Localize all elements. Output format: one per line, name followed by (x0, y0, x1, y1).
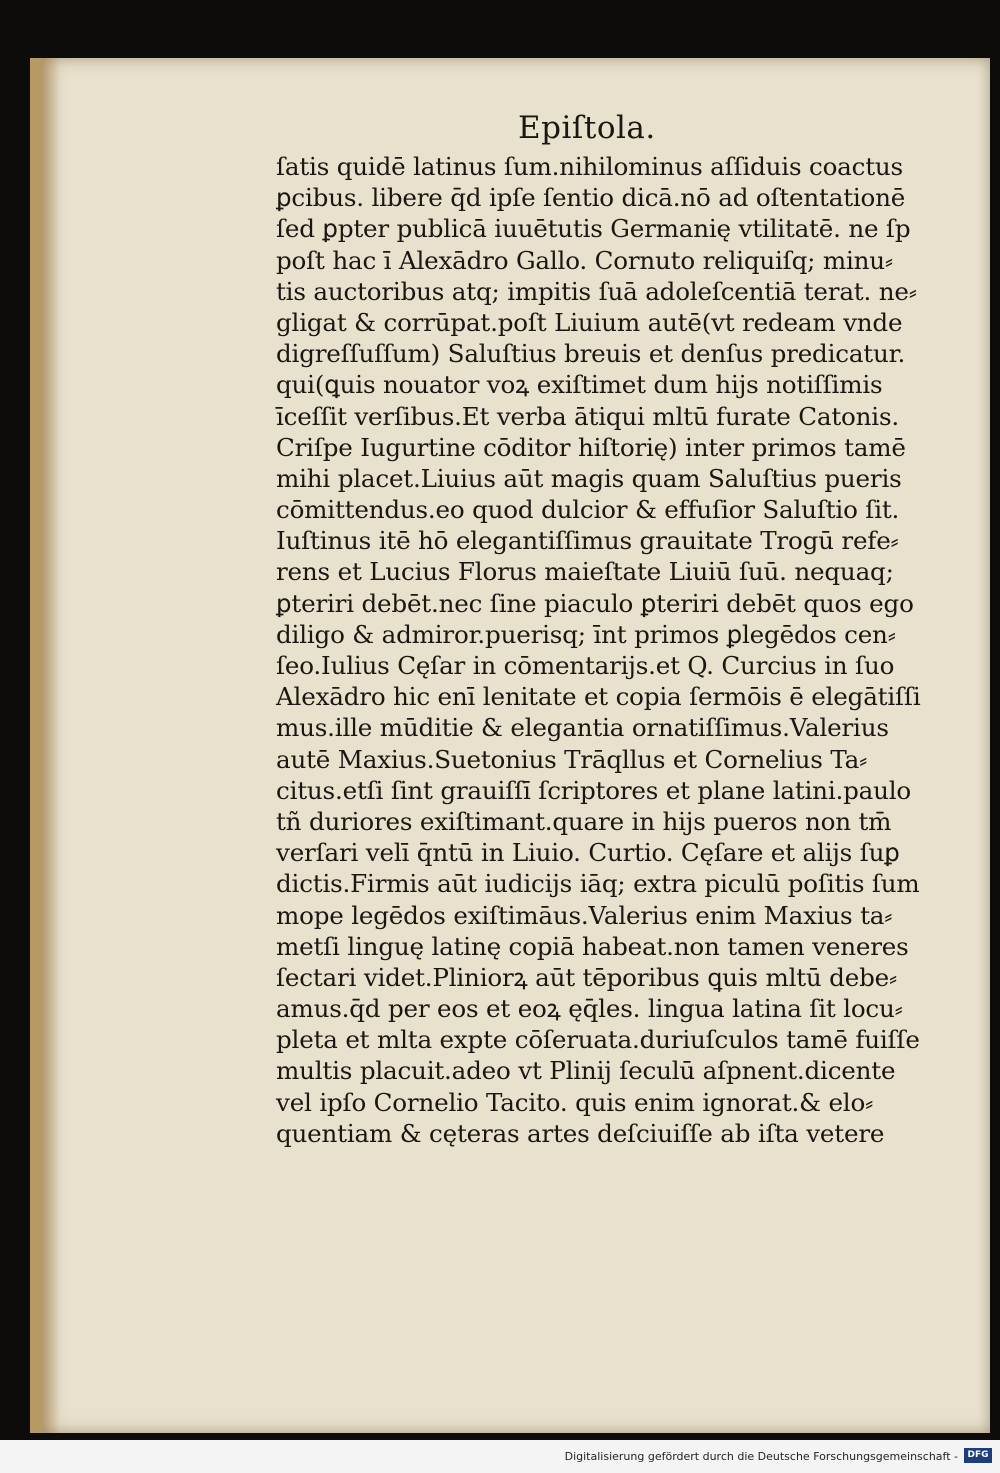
text-line: pleta et mlta expte cōſeruata.duriuſculos tamē fuiſſe (276, 1025, 920, 1055)
text-line: ꝑcibus. libere q̄d ipſe ſentio dicā.nō ad oſtentationē (276, 183, 906, 213)
text-line: amus.q̄d per eos et eoꝝ ęq̄les. lingua latina ſit locu⸗ (276, 994, 903, 1024)
footer-bar (0, 1440, 1000, 1473)
text-line: multis placuit.adeo vt Plinij ſeculū aſpnent.dicente (276, 1056, 896, 1086)
text-line: ꝑteriri debēt.nec ſine piaculo ꝑteriri debēt quos ego (276, 588, 914, 618)
text-line: digreſſuſſum) Saluſtius breuis et denſus predicatur. (276, 339, 906, 369)
dfg-logo: DFG (964, 1448, 992, 1463)
text-line: Criſpe Iugurtine cōditor hiſtorię) inter primos tamē (276, 432, 906, 462)
text-line: Iuſtinus itē hō elegantiſſimus grauitate Trogū refe⸗ (276, 526, 899, 556)
text-line: cōmittendus.eo quod dulcior & effuſior Saluſtio ſit. (276, 495, 900, 525)
text-line: mope legēdos exiſtimāus.Valerius enim Maxius ta⸗ (276, 900, 893, 930)
text-line: diligo & admiror.puerisq; īnt primos ꝑlegēdos cen⸗ (276, 619, 896, 649)
text-line: īceſſit verſibus.Et verba ātiqui mltū furate Catonis. (276, 401, 899, 431)
text-line: verſari velī q̄ntū in Liuio. Curtio. Cęſare et alijs ſuꝑ (276, 838, 900, 868)
text-line: ſeo.Iulius Cęſar in cōmentarijs.et Q. Curcius in ſuo (276, 651, 895, 680)
page-edge-stain (42, 58, 60, 1433)
text-line: tis auctoribus atq; impitis ſuā adoleſcentiā terat. ne⸗ (276, 276, 917, 306)
text-line: mihi placet.Liuius aūt magis quam Saluſtius pueris (276, 463, 902, 493)
text-line: ſed ꝑpter publicā iuuētutis Germanię vtilitatē. ne ſp (276, 214, 911, 244)
text-line: gligat & corrūpat.poſt Liuium autē(vt redeam vnde (276, 307, 903, 337)
text-line: metſi linguę latinę copiā habeat.non tamen veneres (276, 931, 909, 961)
text-line: ſatis quidē latinus ſum.nihilominus aſſiduis coactus (276, 152, 903, 181)
text-line: citus.etſi ſint grauiſſī ſcriptores et plane latini.paulo (276, 775, 912, 805)
text-line: ſectari videt.Pliniorꝝ aūt tēporibus ꝗuis mltū debe⸗ (276, 962, 897, 992)
page-header: Epiſtola. (518, 110, 656, 146)
text-line: autē Maxius.Suetonius Trāqllus et Cornelius Ta⸗ (276, 744, 868, 774)
text-line: Alexādro hic enī lenitate et copia ſermōis ē elegātiſſi (276, 682, 921, 712)
text-line: qui(ꝗuis nouator voꝝ exiſtimet dum hijs notiſſimis (276, 370, 883, 400)
text-line: quentiam & cęteras artes deſciuiſſe ab iſta vetere (276, 1118, 885, 1148)
funding-credit: Digitalisierung gefördert durch die Deutsche Forschungsgemeinschaft - (564, 1450, 958, 1463)
text-line: tñ duriores exiſtimant.quare in hijs pueros non tm̄ (276, 806, 892, 836)
text-line: dictis.Firmis aūt iudicijs iāq; extra piculū poſitis ſum (276, 869, 920, 899)
text-line: rens et Lucius Florus maieſtate Liuiū ſuū. nequaq; (276, 557, 894, 587)
text-line: vel ipſo Cornelio Tacito. quis enim ignorat.& elo⸗ (276, 1087, 874, 1117)
body-text (276, 151, 926, 1149)
text-line: poſt hac ī Alexādro Gallo. Cornuto reliquiſq; minu⸗ (276, 245, 893, 275)
text-line: mus.ille mūditie & elegantia ornatiſſimus.Valerius (276, 713, 889, 743)
